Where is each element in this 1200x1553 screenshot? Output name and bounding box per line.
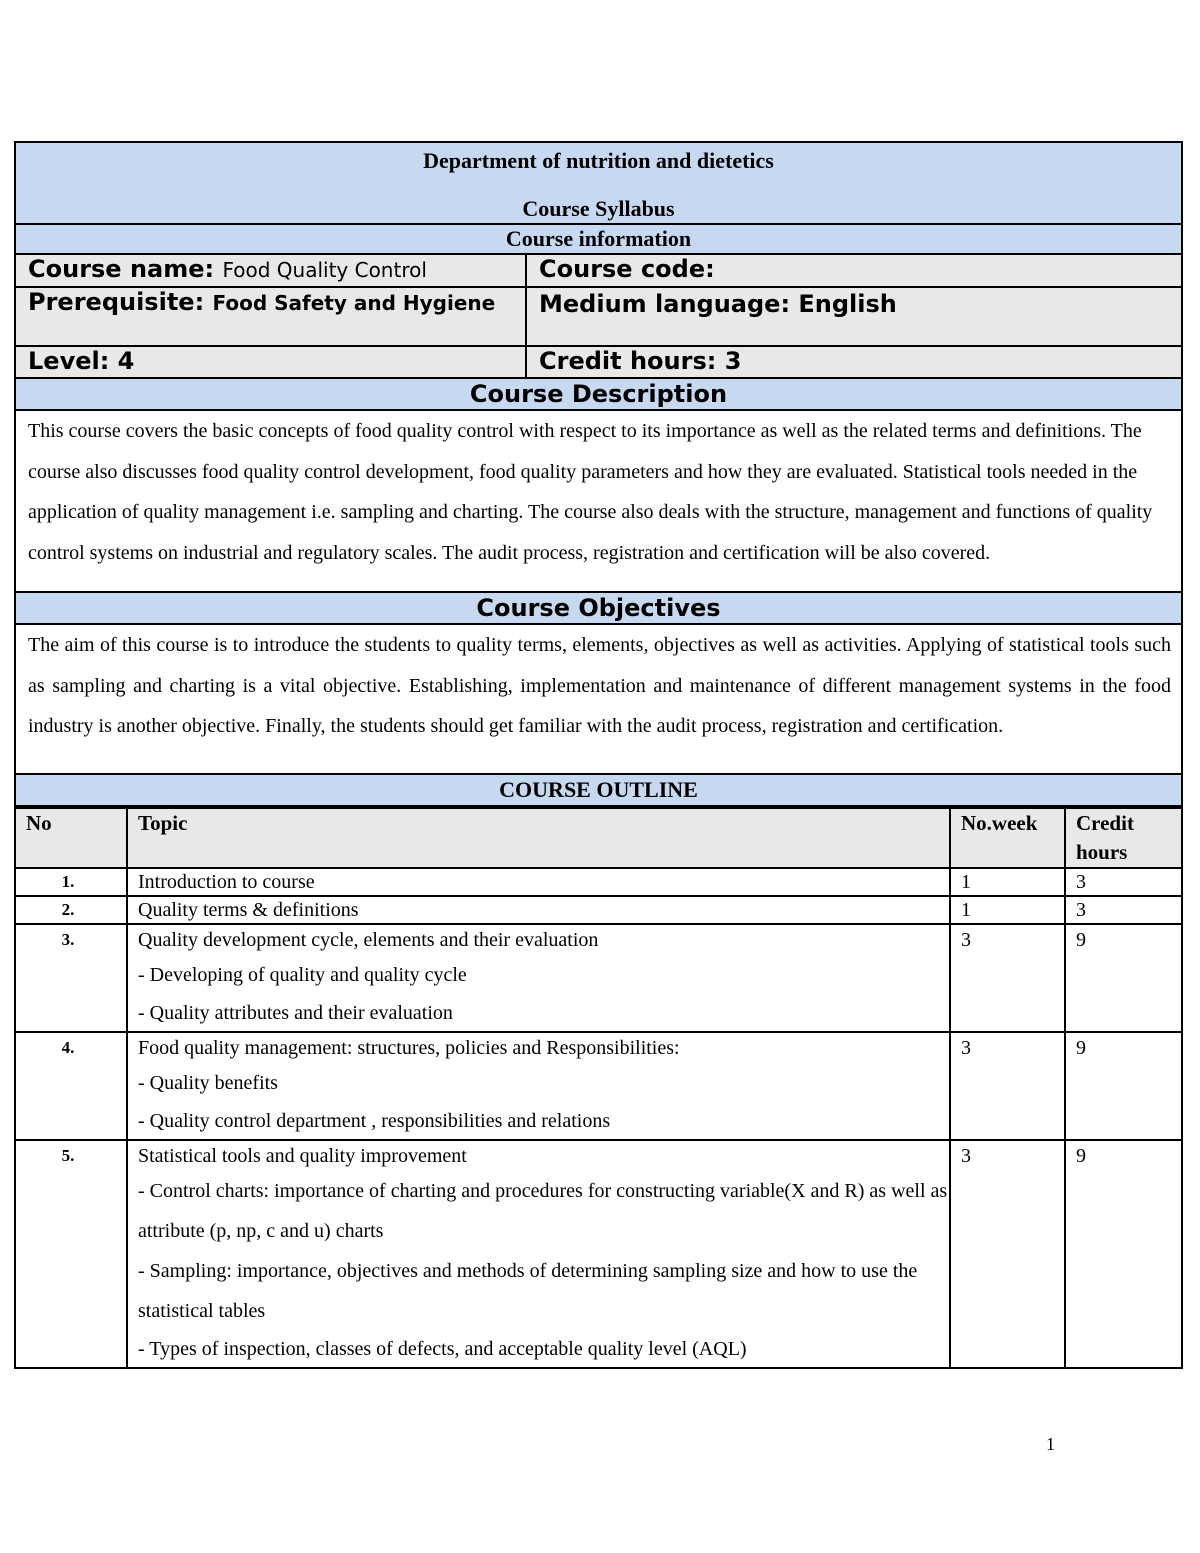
- row-subtopic: - Sampling: importance, objectives and methods of determining sampling size and how to use the statistical tables: [138, 1260, 918, 1322]
- row-subtopic: - Quality benefits: [138, 1072, 278, 1094]
- row-topic: Quality terms & definitions: [138, 899, 359, 921]
- row-credit-hours: 3: [1065, 896, 1182, 924]
- row-subtopic: - Control charts: importance of charting and procedures for constructing variable(X and R) as well as attribute (p, np, c and u) charts: [138, 1180, 948, 1242]
- page-number: 1: [1046, 1434, 1055, 1454]
- outline-heading: COURSE OUTLINE: [15, 774, 1182, 806]
- medium-language-cell: Medium language: English: [526, 287, 1182, 346]
- row-topic: Food quality management: structures, policies and Responsibilities:: [138, 1037, 680, 1059]
- row-topic-cell: [127, 896, 950, 924]
- row-subtopic: - Quality attributes and their evaluation: [138, 1002, 453, 1024]
- course-name-value: Food Quality Control: [222, 258, 427, 282]
- row-credit-hours: 9: [1065, 924, 1182, 1032]
- col-week-header: No.week: [950, 808, 1065, 868]
- col-credit-header: Credit hours: [1065, 808, 1182, 868]
- row-topic: Quality development cycle, elements and their evaluation: [138, 929, 599, 951]
- objectives-text: The aim of this course is to introduce the students to quality terms, elements, objectives as well as activities. Applying of statistical tools such as sampling and charting is a vital objective. Establishing, implementation and maintenance of different management systems in the food industry is another objective. Finally, the students should get familiar with the audit process, registration and certification.: [15, 624, 1182, 774]
- credit-hours-cell: Credit hours: 3: [526, 346, 1182, 378]
- objectives-heading: Course Objectives: [15, 592, 1182, 624]
- row-number: 3.: [15, 924, 127, 1032]
- course-info-heading: Course information: [15, 224, 1182, 254]
- row-subtopic: - Types of inspection, classes of defects, and acceptable quality level (AQL): [138, 1338, 747, 1360]
- course-name-cell: [15, 254, 526, 287]
- level-cell: Level: 4: [15, 346, 526, 378]
- row-weeks: 1: [950, 868, 1065, 896]
- row-topic-cell: [127, 924, 950, 1032]
- row-topic-cell: [127, 1032, 950, 1140]
- syllabus-document: [14, 141, 1181, 1369]
- row-topic-cell: [127, 1140, 950, 1368]
- course-code-cell: Course code:: [526, 254, 1182, 287]
- description-text: This course covers the basic concepts of food quality control with respect to its importance as well as the related terms and definitions. The course also discusses food quality control development, food quality parameters and how they are evaluated. Statistical tools needed in the application of quality management i.e. sampling and charting. The course also deals with the structure, management and functions of quality control systems on industrial and regulatory scales. The audit process, registration and certification will be also covered.: [15, 410, 1182, 592]
- row-subtopic: - Quality control department , responsibilities and relations: [138, 1110, 611, 1132]
- row-number: 2.: [15, 896, 127, 924]
- title-cell: [15, 142, 1182, 224]
- col-no-header: No: [15, 808, 127, 868]
- row-number: 4.: [15, 1032, 127, 1140]
- row-credit-hours: 3: [1065, 868, 1182, 896]
- prerequisite-value: Food Safety and Hygiene: [212, 291, 496, 315]
- outline-row: [15, 1032, 1182, 1140]
- row-weeks: 3: [950, 1140, 1065, 1368]
- row-credit-hours: 9: [1065, 1032, 1182, 1140]
- row-credit-hours: 9: [1065, 1140, 1182, 1368]
- row-topic: Statistical tools and quality improvement: [138, 1145, 467, 1167]
- row-number: 5.: [15, 1140, 127, 1368]
- description-heading: Course Description: [15, 378, 1182, 410]
- row-number: 1.: [15, 868, 127, 896]
- outline-row: [15, 896, 1182, 924]
- department-title: Department of nutrition and dietetics: [423, 148, 774, 173]
- row-topic: Introduction to course: [138, 871, 315, 893]
- row-weeks: 3: [950, 1032, 1065, 1140]
- course-name-label: Course name:: [28, 255, 215, 283]
- prerequisite-label: Prerequisite:: [28, 288, 205, 316]
- row-weeks: 1: [950, 896, 1065, 924]
- prerequisite-cell: [15, 287, 526, 346]
- row-subtopic: - Developing of quality and quality cycle: [138, 964, 467, 986]
- outline-row: [15, 924, 1182, 1032]
- row-topic-cell: [127, 868, 950, 896]
- outline-row: [15, 1140, 1182, 1368]
- syllabus-title: Course Syllabus: [522, 196, 675, 221]
- course-outline-table: [14, 807, 1183, 1369]
- course-info-table: [14, 141, 1183, 807]
- col-topic-header: Topic: [127, 808, 950, 868]
- outline-rows: [15, 868, 1182, 1368]
- outline-row: [15, 868, 1182, 896]
- row-weeks: 3: [950, 924, 1065, 1032]
